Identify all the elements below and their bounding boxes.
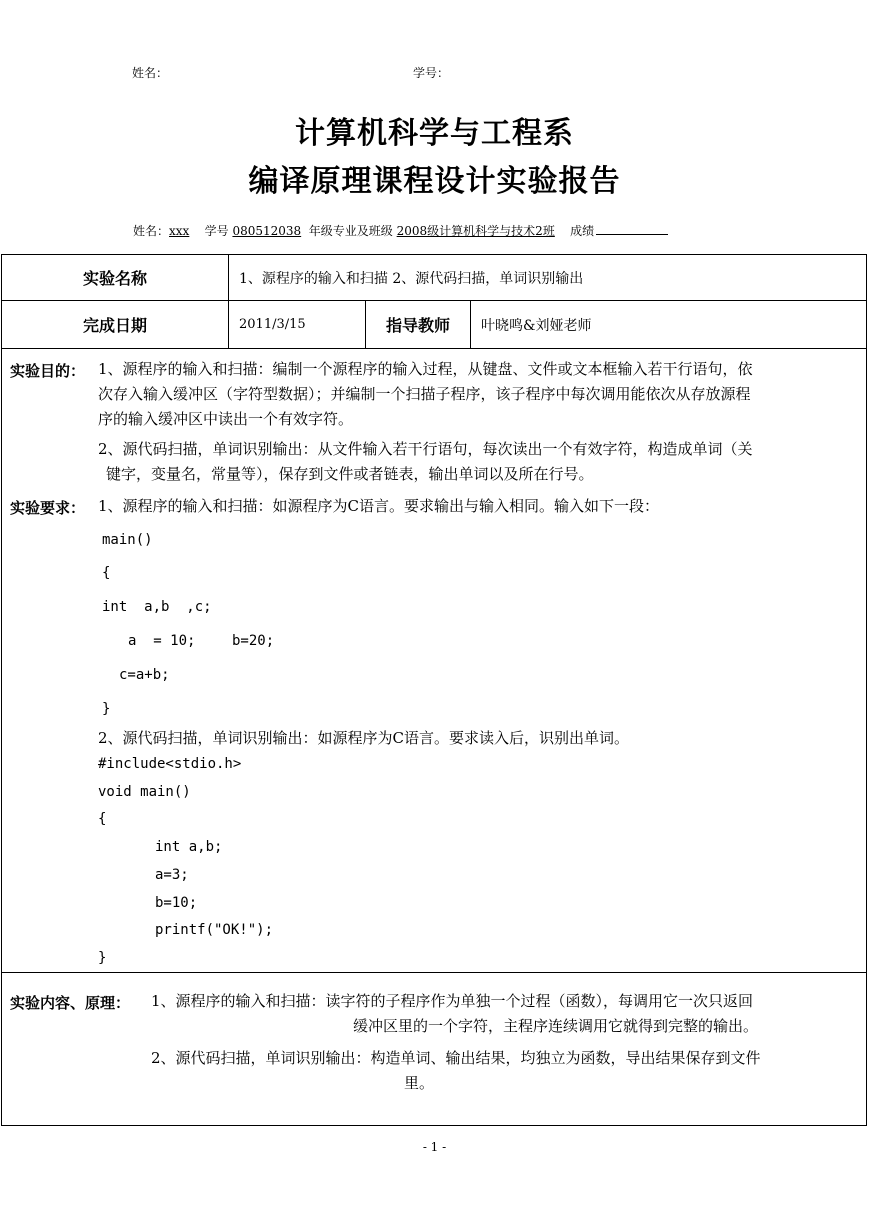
- info-id-label: 学号: [204, 224, 229, 238]
- content-c1-line2: 缓冲区里的一个字符，主程序连续调用它就得到完整的输出。: [353, 1017, 759, 1035]
- student-info-line: [133, 222, 668, 239]
- header-name-label: 姓名：: [132, 66, 169, 80]
- requirements-r2: 2、源代码扫描，单词识别输出：如源程序为C语言。要求读入后，识别出单词。: [98, 729, 630, 747]
- info-class-label: 年级专业及班级: [308, 224, 393, 238]
- code1-line: {: [102, 565, 111, 581]
- content-label: 实验内容、原理：: [10, 994, 131, 1012]
- code1-line: c=a+b;: [119, 667, 170, 683]
- report-table: [1, 254, 867, 1126]
- date-label: 完成日期: [2, 301, 229, 349]
- code1-line: main(): [102, 532, 153, 548]
- exp-name-value: 1、源程序的输入和扫描 2、源代码扫描，单词识别输出: [229, 255, 867, 301]
- code2-line: #include<stdio.h>: [98, 756, 242, 772]
- info-class-value: 2008级计算机科学与技术2班: [396, 224, 555, 238]
- grade-blank-line: [596, 223, 668, 235]
- page-title-line1: 计算机科学与工程系: [295, 116, 574, 151]
- code2-line: {: [98, 811, 107, 827]
- content-c2-line1: 2、源代码扫描，单词识别输出：构造单词、输出结果，均独立为函数，导出结果保存到文件: [151, 1049, 761, 1067]
- code1-line: b=20;: [232, 633, 275, 649]
- requirements-label: 实验要求：: [10, 499, 86, 517]
- requirements-r1: 1、源程序的输入和扫描：如源程序为C语言。要求输出与输入相同。输入如下一段：: [98, 497, 660, 515]
- code1-line: a = 10;: [128, 633, 196, 649]
- content-c1-line1: 1、源程序的输入和扫描：读字符的子程序作为单独一个过程（函数），每调用它一次只返回: [151, 992, 754, 1010]
- code1-line: }: [102, 701, 111, 717]
- header-id-label: 学号：: [413, 66, 450, 80]
- purpose-p2-line1: 2、源代码扫描，单词识别输出：从文件输入若干行语句，每次读出一个有效字符，构造成单词（关: [98, 440, 753, 458]
- code2-line: b=10;: [155, 895, 198, 911]
- page-title-line2: 编译原理课程设计实验报告: [248, 164, 621, 199]
- teacher-value: 叶晓鸣&刘娅老师: [471, 301, 867, 349]
- code1-line: int a,b ,c;: [102, 599, 212, 615]
- purpose-p1-line2: 次存入输入缓冲区（字符型数据）；并编制一个扫描子程序，该子程序中每次调用能依次从存放源程: [98, 385, 751, 403]
- page-number: - 1 -: [422, 1140, 447, 1154]
- purpose-p2-line2: 键字，变量名，常量等），保存到文件或者链表，输出单词以及所在行号。: [106, 465, 594, 483]
- exp-name-label: 实验名称: [2, 255, 229, 301]
- purpose-p1-line1: 1、源程序的输入和扫描：编制一个源程序的输入过程，从键盘、文件或文本框输入若干行语句，依: [98, 360, 753, 378]
- info-grade-label: 成绩: [570, 224, 595, 238]
- info-id-value: 080512038: [232, 224, 302, 238]
- purpose-label: 实验目的：: [10, 362, 86, 380]
- info-name-label: 姓名：: [133, 224, 170, 238]
- content-section: [2, 973, 867, 1126]
- purpose-p1-line3: 序的输入缓冲区中读出一个有效字符。: [98, 410, 354, 428]
- code2-line: }: [98, 950, 107, 966]
- info-name-value: xxx: [169, 224, 190, 238]
- code2-line: printf("OK!");: [155, 922, 274, 938]
- date-value: 2011/3/15: [229, 301, 366, 349]
- content-c2-line2: 里。: [404, 1074, 435, 1092]
- teacher-label: 指导教师: [366, 301, 471, 349]
- code2-line: void main(): [98, 784, 191, 800]
- code2-line: a=3;: [155, 867, 189, 883]
- purpose-requirements-section: [2, 349, 867, 973]
- code2-line: int a,b;: [155, 839, 223, 855]
